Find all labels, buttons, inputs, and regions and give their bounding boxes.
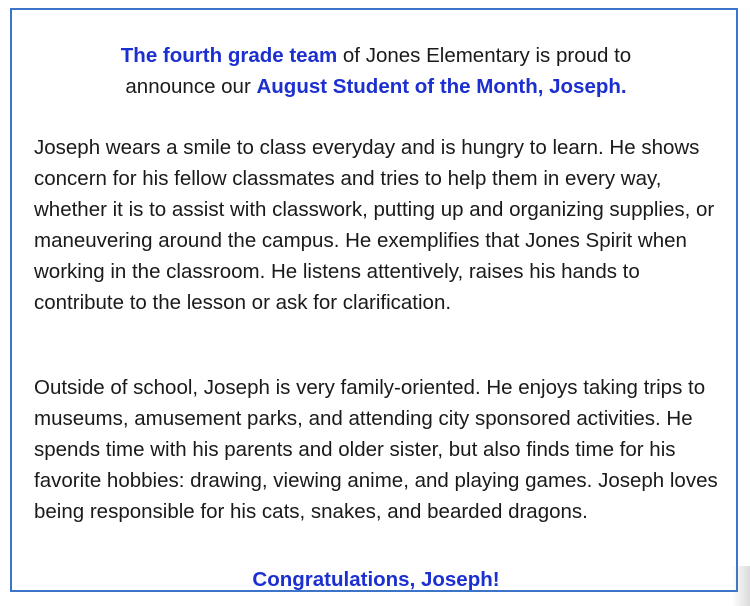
paragraph-family: Outside of school, Joseph is very family-oriented. He enjoys taking trips to museums, amusement parks, and attending city sponsored activities. He spends time with his parents and older sister, but also finds time for his favorite hobbies: drawing, viewing anime, and playing games. Joseph loves being responsible for his cats, snakes, and bearded dragons. (34, 376, 718, 523)
intro-highlight-student: August Student of the Month, Joseph. (256, 75, 627, 98)
announcement-frame (10, 8, 738, 592)
announcement-intro (12, 40, 740, 102)
page-corner-shadow (732, 566, 750, 606)
intro-text-line-1: of Jones Elementary is proud to (337, 44, 632, 67)
intro-text-line-2: announce our (125, 75, 257, 98)
closing-congratulations: Congratulations, Joseph! (252, 568, 500, 591)
intro-highlight-team: The fourth grade team (120, 44, 338, 67)
paragraph-school: Joseph wears a smile to class everyday and is hungry to learn. He shows concern for his fellow classmates and tries to help them in every way, whether it is to assist with classwork, putting up and organizing supplies, or maneuvering around the campus. He exemplifies that Jones Spirit when working in the classroom. He listens attentively, raises his hands to contribute to the lesson or ask for clarification. (34, 136, 715, 314)
